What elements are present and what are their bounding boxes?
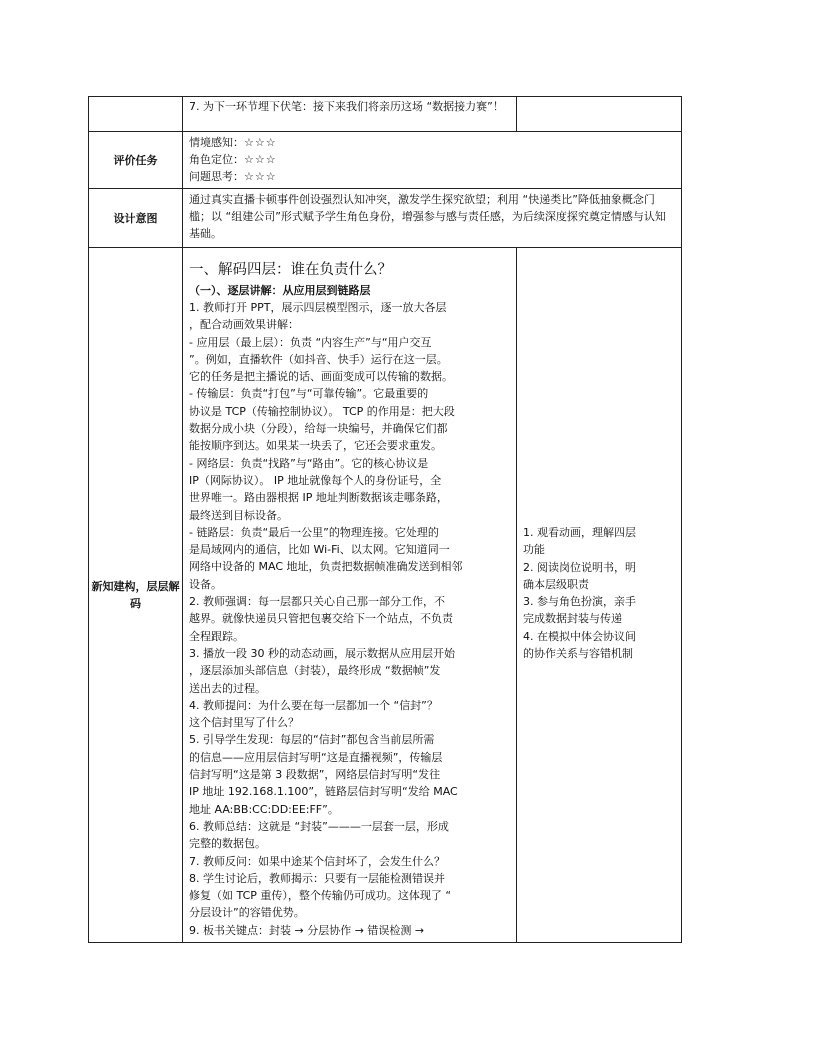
- teacher-activity-line: 9. 板书关键点：封装 → 分层协作 → 错误检测 →: [189, 923, 425, 937]
- design-label: 设计意图: [113, 212, 158, 225]
- star-rating: ☆☆☆: [244, 153, 277, 166]
- teacher-activity-line: ”。例如，直播软件（如抖音、快手）运行在这一层。: [189, 352, 448, 366]
- teacher-activity-line: - 应用层（最上层）：负责 “内容生产”与“用户交互: [189, 335, 432, 349]
- teacher-activity-line: 6. 教师总结：这就是 “封装”———一层套一层，形成: [189, 819, 449, 833]
- evaluation-content-cell: [183, 132, 682, 189]
- section-heading: 一、解码四层：谁在负责什么？: [189, 262, 392, 278]
- section-label-cell: [89, 248, 183, 943]
- teacher-activity-line: 3. 播放一段 30 秒的动态动画，展示数据从应用层开始: [189, 646, 455, 660]
- row-design-intent: [89, 189, 682, 248]
- student-activity-list: [517, 524, 642, 662]
- teacher-activity-line: - 链路层：负责“最后一公里”的物理连接。它处理的: [189, 525, 439, 539]
- section-content-cell: [183, 248, 517, 943]
- teacher-activity-line: 的信息——应用层信封写明“这是直播视频”，传输层: [189, 750, 443, 764]
- student-activity-line: 确本层级职责: [523, 577, 589, 591]
- evaluation-label-cell: [89, 132, 183, 189]
- row1-activity-cell: [517, 97, 682, 132]
- teacher-activity-text: [183, 299, 516, 939]
- teacher-activity-line: 网络中设备的 MAC 地址，负责把数据帧准确发送到相邻: [189, 560, 463, 574]
- evaluation-label: 评价任务: [113, 154, 158, 167]
- teacher-activity-line: - 网络层：负责“找路”与“路由”。它的核心协议是: [189, 456, 429, 470]
- design-content-cell: [183, 189, 682, 248]
- teacher-activity-line: 协议是 TCP（传输控制协议）。 TCP 的作用是：把大段: [189, 404, 455, 418]
- teacher-activity-line: 能按顺序到达。如果某一块丢了，它还会要求重发。: [189, 439, 442, 453]
- teacher-activity-line: 最终送到目标设备。: [189, 508, 288, 522]
- teacher-activity-line: ，逐层添加头部信息（封装），最终形成 “数据帧”发: [189, 664, 441, 678]
- section-subheading: （一）、逐层讲解：从应用层到链路层: [189, 284, 371, 297]
- teacher-activity-line: 越界。就像快递员只管把包裹交给下一个站点，不负责: [189, 612, 453, 626]
- student-activity-line: 功能: [523, 543, 545, 557]
- design-label-cell: [89, 189, 183, 248]
- student-activity-line: 4. 在模拟中体会协议间: [523, 629, 636, 643]
- student-activity-cell: [517, 248, 682, 943]
- teacher-activity-line: 这个信封里写了什么？: [189, 716, 299, 730]
- teacher-activity-line: IP 地址 192.168.1.100”，链路层信封写明“发给 MAC: [189, 785, 458, 799]
- teacher-activity-line: 2. 教师强调：每一层都只关心自己那一部分工作，不: [189, 595, 445, 609]
- teacher-activity-line: 设备。: [189, 577, 222, 591]
- teacher-activity-line: 7. 教师反问：如果中途某个信封坏了，会发生什么？: [189, 854, 445, 868]
- teacher-activity-line: 修复（如 TCP 重传），整个传输仍可成功。这体现了 “: [189, 889, 452, 903]
- row-evaluation: [89, 132, 682, 189]
- teacher-activity-line: 它的任务是把主播说的话、画面变成可以传输的数据。: [189, 370, 453, 384]
- student-activity-line: 2. 阅读岗位说明书，明: [523, 560, 636, 574]
- student-activity-line: 1. 观看动画，理解四层: [523, 526, 636, 539]
- teacher-activity-line: 5. 引导学生发现：每层的“信封”都包含当前层所需: [189, 733, 435, 747]
- teacher-activity-line: 完整的数据包。: [189, 837, 266, 851]
- evaluation-item: 问题思考：☆☆☆: [189, 170, 277, 183]
- row1-content-cell: [183, 97, 517, 132]
- teacher-activity-line: 全程跟踪。: [189, 629, 244, 643]
- student-activity-line: 3. 参与角色扮演，亲手: [523, 595, 636, 609]
- teacher-activity-line: IP（网际协议）。 IP 地址就像每个人的身份证号，全: [189, 473, 442, 487]
- row-continuation: [89, 97, 682, 132]
- teacher-activity-line: - 传输层：负责“打包”与“可靠传输”。它最重要的: [189, 387, 429, 401]
- teacher-activity-line: 世界唯一。路由器根据 IP 地址判断数据该走哪条路，: [189, 491, 448, 505]
- teacher-activity-line: 信封写明“这是第 3 段数据”，网络层信封写明“发往: [189, 768, 441, 782]
- evaluation-list: [183, 132, 681, 185]
- teacher-activity-line: 是局域网内的通信，比如 Wi-Fi、以太网。它知道同一: [189, 543, 450, 557]
- student-activity-line: 完成数据封装与传递: [523, 612, 622, 626]
- design-text: 通过真实直播卡顿事件创设强烈认知冲突，激发学生探究欲望；利用 “快递类比”降低抽象概念门槛；以 “组建公司”形式赋予学生角色身份，增强参与感与责任感，为后续深度探究奠定情感与认知基础。: [189, 193, 666, 240]
- evaluation-item: 情境感知：☆☆☆: [189, 136, 277, 149]
- teacher-activity-line: 送出去的过程。: [189, 681, 266, 695]
- row1-text: 7. 为下一环节埋下伏笔：接下来我们将亲历这场 “数据接力赛”！: [189, 100, 504, 113]
- teacher-activity-line: 数据分成小块（分段），给每一块编号，并确保它们都: [189, 422, 448, 436]
- section-label: 新知建构，层层解码: [91, 580, 180, 610]
- evaluation-item: 角色定位：☆☆☆: [189, 153, 277, 166]
- lesson-plan-table: [88, 96, 682, 943]
- row1-label-cell: [89, 97, 183, 132]
- teacher-activity-line: 4. 教师提问：为什么要在每一层都加一个 “信封”？: [189, 698, 438, 712]
- teacher-activity-line: ，配合动画效果讲解：: [189, 318, 299, 332]
- teacher-activity-line: 8. 学生讨论后，教师揭示：只要有一层能检测错误并: [189, 871, 445, 885]
- row-new-knowledge: [89, 248, 682, 943]
- teacher-activity-line: 分层设计”的容错优势。: [189, 906, 305, 920]
- star-rating: ☆☆☆: [244, 136, 277, 149]
- star-rating: ☆☆☆: [244, 170, 277, 183]
- teacher-activity-line: 1. 教师打开 PPT，展示四层模型图示，逐一放大各层: [189, 301, 447, 314]
- teacher-activity-line: 地址 AA:BB:CC:DD:EE:FF”。: [189, 802, 339, 816]
- student-activity-line: 的协作关系与容错机制: [523, 647, 633, 661]
